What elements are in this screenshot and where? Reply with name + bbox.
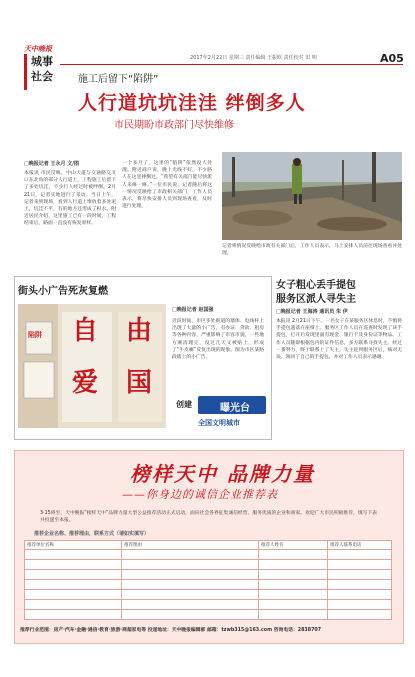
- table-cell[interactable]: [122, 570, 259, 580]
- col-header-reason: 推荐理由: [122, 541, 259, 550]
- table-cell[interactable]: [259, 550, 328, 560]
- table-row: [25, 570, 392, 580]
- table-cell[interactable]: [122, 560, 259, 570]
- exposure-badge: [176, 396, 266, 432]
- table-cell[interactable]: [25, 570, 122, 580]
- table-cell[interactable]: [259, 560, 328, 570]
- table-cell[interactable]: [122, 580, 259, 590]
- table-cell[interactable]: [259, 590, 328, 600]
- table-cell[interactable]: [122, 610, 259, 620]
- wall-char-1: 自: [72, 316, 99, 346]
- article1-column-2: 一个多月了，这里的“陷阱”依然没人处理。附近商户说，晚上光线不好，不少路人在这里摔倒过。“希望有关部门能尽快派人来修一修。”一位市民说。记者随后将这一情况反映给了市政相关部门，工作人员表示，将尽快安排人员到现场查看，及时进行处理。: [122, 161, 212, 210]
- ad-description: 3·15将至，天中晚报“榜样天中”品牌力量大型公益推荐活动正式启动，面向社会各界征集诚信经营、服务优质的企业和商家。欢迎广大市民积极推荐，填写下表并投递至本报。: [40, 511, 378, 523]
- poster-label: 陷阱: [28, 331, 42, 339]
- table-row: [25, 560, 392, 570]
- wall-char-2: 由: [126, 316, 153, 346]
- table-cell[interactable]: [328, 560, 392, 570]
- table-cell[interactable]: [259, 570, 328, 580]
- table-row: [25, 550, 392, 560]
- table-cell[interactable]: [328, 570, 392, 580]
- article3-text: 本报讯 2月21日下午，一名女子在某服务区休息时，不慎将手提包遗落在座椅上。服务区工作人员在巡查时发现了该手提包，打开后发现里面有现金、银行卡及身份证等物品。工作人员随即根据包内的证件信息，多方联系寻找失主。经过一番努力，终于联系上了失主。失主赶到服务区后，核对无误，领回了自己的手提包，并对工作人员表示感谢。: [276, 319, 402, 361]
- article1-column-3: 记者将情况反映给市政有关部门后，工作人员表示，马上安排人员前往现场查看并处理。: [222, 244, 402, 257]
- table-cell[interactable]: [328, 590, 392, 600]
- article3-byline: □晚报记者 王海涛 通讯员 朱 伊: [276, 309, 348, 315]
- ad-slogan: 推荐企业名称、推荐理由，联系方式（请如实填写）: [34, 531, 150, 537]
- wall-char-3: 爱: [72, 368, 99, 398]
- page-number: A05: [380, 52, 404, 65]
- recommend-table: [24, 540, 392, 620]
- article2-title: 街头小广告死灰复燃: [18, 286, 108, 297]
- article3-title-line1: 女子粗心丢手提包: [276, 280, 356, 291]
- table-cell[interactable]: [328, 600, 392, 610]
- table-cell[interactable]: [25, 600, 122, 610]
- masthead-logo: 天中晚报: [24, 45, 52, 53]
- article1-subhead: 市民期盼市政部门尽快维修: [114, 120, 234, 131]
- header-rule: [60, 64, 403, 65]
- dateline: 2017年2月22日 星期三 责任编辑 王振欧 责任校对 田 明: [190, 55, 317, 61]
- table-cell[interactable]: [122, 600, 259, 610]
- col-header-company: 推荐单位名称: [25, 541, 122, 550]
- table-row: [25, 590, 392, 600]
- table-cell[interactable]: [122, 550, 259, 560]
- badge-label-c: 全国文明城市: [198, 419, 240, 427]
- article1-photo: [222, 152, 402, 240]
- badge-label-b: 曝光台: [220, 403, 250, 414]
- table-row: [25, 610, 392, 620]
- table-cell[interactable]: [25, 560, 122, 570]
- article1-headline: 人行道坑坑洼洼 绊倒多人: [78, 92, 306, 114]
- table-cell[interactable]: [259, 600, 328, 610]
- table-cell[interactable]: [25, 580, 122, 590]
- article2-photo: [18, 304, 166, 428]
- article2-byline: □晚报记者 赵国强: [172, 307, 214, 313]
- table-cell[interactable]: [25, 550, 122, 560]
- table-row: [25, 600, 392, 610]
- article2-text: 近段时间，市区多处街道的墙体、电线杆上出现了大量的小广告，有办证、贷款、租房等各种内容，严重影响了市容市貌。一些地方刚清理完，没过几天又被贴上，形成了“牛皮癣”反复出现的现象。图为市区某路段墙上的小广告。: [172, 319, 264, 361]
- section-box: [24, 54, 55, 90]
- table-cell[interactable]: [25, 610, 122, 620]
- table-cell[interactable]: [259, 610, 328, 620]
- ad-title: 榜样天中 品牌力量: [130, 462, 315, 486]
- section-title: 城事社会: [31, 55, 53, 83]
- table-cell[interactable]: [328, 550, 392, 560]
- ad-footer: 推荐行业范围：房产·汽车·金融·通信·教育·旅游·商超家电等 投递地址：天中晚报编辑部 邮箱：tzwb315@163.com 咨询电话：2838707: [20, 628, 322, 633]
- article1-kicker: 施工后留下“陷阱”: [78, 74, 159, 85]
- table-cell[interactable]: [122, 590, 259, 600]
- table-cell[interactable]: [259, 580, 328, 590]
- col-header-phone: 推荐人联系电话: [328, 541, 392, 550]
- col-header-name: 推荐人姓名: [259, 541, 328, 550]
- wall-char-4: 国: [126, 368, 153, 398]
- badge-label-a: 创建: [176, 400, 192, 409]
- table-cell[interactable]: [328, 610, 392, 620]
- article1-column-1: 本报讯 市民反映，中山大道与交通路交叉口东北角的部分人行道上，工程施工后留下了多处坑洼，不少行人经过时被绊倒。2月21日，记者实地进行了采访。当日上午，记者来到现场，看到人行道上堆放着多处泥土，坑洼不平，有的地方还形成了积水。附近居民介绍，这里施工已有一段时间，工程结束后，路面一直没有恢复原样。: [24, 171, 116, 227]
- table-cell[interactable]: [25, 590, 122, 600]
- article1-byline: □晚报记者 王永月 文/图: [24, 161, 80, 167]
- ad-subtitle: ——你身边的诚信企业推荐表: [122, 488, 278, 501]
- article3-title-line2: 服务区派人寻失主: [276, 294, 356, 305]
- table-cell[interactable]: [328, 580, 392, 590]
- table-row: [25, 580, 392, 590]
